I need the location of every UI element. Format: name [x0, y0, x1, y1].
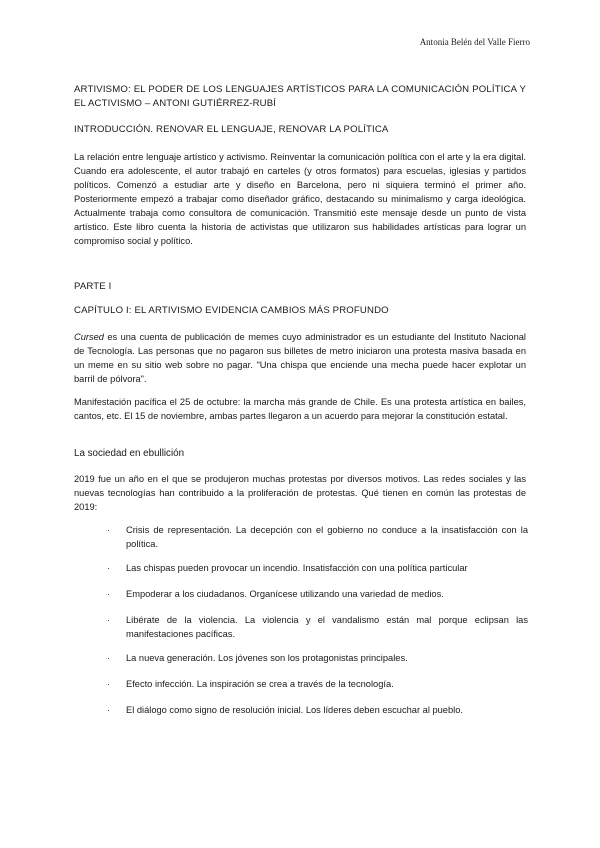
manifestacion-paragraph: Manifestación pacífica el 25 de octubre: la marcha más grande de Chile. Es una protesta artística en bailes, cantos, etc. El 15 de noviembre, ambas partes llegaron a un acuerdo para mejorar la constitución estatal.	[74, 397, 526, 421]
list-item: · Empoderar a los ciudadanos. Organícese utilizando una variedad de medios.	[107, 589, 444, 599]
subheading: La sociedad en ebullición	[74, 448, 185, 459]
bullet-glyph: ·	[107, 563, 110, 573]
list-item: · Las chispas pueden provocar un incendio. Insatisfacción con una política particular	[107, 563, 468, 573]
cursed-paragraph	[74, 330, 526, 386]
document-title: ARTIVISMO: EL PODER DE LOS LENGUAJES ARTÍSTICOS PARA LA COMUNICACIÓN POLÍTICA Y EL ACTIVISMO – ANTONI GUTIÉRREZ-RUBÍ	[74, 84, 526, 109]
list-item: · Crisis de representación. La decepción con el gobierno no conduce a la insatisfacción con la política.	[107, 525, 528, 549]
bullet-glyph: ·	[107, 589, 110, 599]
intro-heading: INTRODUCCIÓN. RENOVAR EL LENGUAJE, RENOVAR LA POLÍTICA	[74, 124, 389, 135]
bullet-glyph: ·	[107, 679, 110, 689]
header-author: Antonia Belén del Valle Fierro	[419, 37, 530, 47]
list-item: · Efecto infección. La inspiración se crea a través de la tecnología.	[107, 679, 394, 689]
bullet-glyph: ·	[107, 705, 110, 715]
bullet-glyph: ·	[107, 525, 110, 535]
bullet-glyph: ·	[107, 653, 110, 663]
list-item: · Libérate de la violencia. La violencia y el vandalismo están mal porque eclipsan las manifestaciones pacíficas.	[107, 615, 528, 639]
chapter-heading: CAPÍTULO I: EL ARTIVISMO EVIDENCIA CAMBIOS MÁS PROFUNDO	[74, 305, 389, 316]
intro-paragraph: La relación entre lenguaje artístico y activismo. Reinventar la comunicación política con el arte y la era digital. Cuando era adolescente, el autor trabajó en carteles (y otros formatos) para escuelas, iglesias y partidos políticos. Comenzó a estudiar arte y diseño en Barcelona, pero ni siquiera terminó el primer año. Posteriormente empezó a trabajar como diseñador gráfico, destacando su minimalismo y carga ideológica. Actualmente trabaja como consultora de comunicación. Transmitió este mensaje desde un punto de vista artístico. Este libro cuenta la historia de activistas que utilizaron sus habilidades artísticas para lograr un compromiso social y político.	[74, 152, 526, 246]
cursed-emphasis: Cursed	[74, 332, 104, 342]
cursed-text: es una cuenta de publicación de memes cuyo administrador es un estudiante del Instituto Nacional de Tecnología. Las personas que no pagaron sus billetes de metro iniciaron una protesta masiva basada en un meme en su sitio web sobre no pagar. "Una chispa que enciende una mecha puede hacer explotar un barril de pólvora".	[74, 332, 526, 384]
bullet-glyph: ·	[107, 615, 110, 625]
list-item: · La nueva generación. Los jóvenes son los protagonistas principales.	[107, 653, 408, 663]
protests-2019-paragraph: 2019 fue un año en el que se produjeron muchas protestas por diversos motivos. Las redes sociales y las nuevas tecnologías han contribuido a la proliferación de protestas. Qué tienen en común las protestas de 2019:	[74, 474, 526, 512]
part-heading: PARTE I	[74, 281, 112, 292]
bullet-list	[108, 523, 528, 717]
list-item: · El diálogo como signo de resolución inicial. Los líderes deben escuchar al pueblo.	[107, 705, 463, 715]
